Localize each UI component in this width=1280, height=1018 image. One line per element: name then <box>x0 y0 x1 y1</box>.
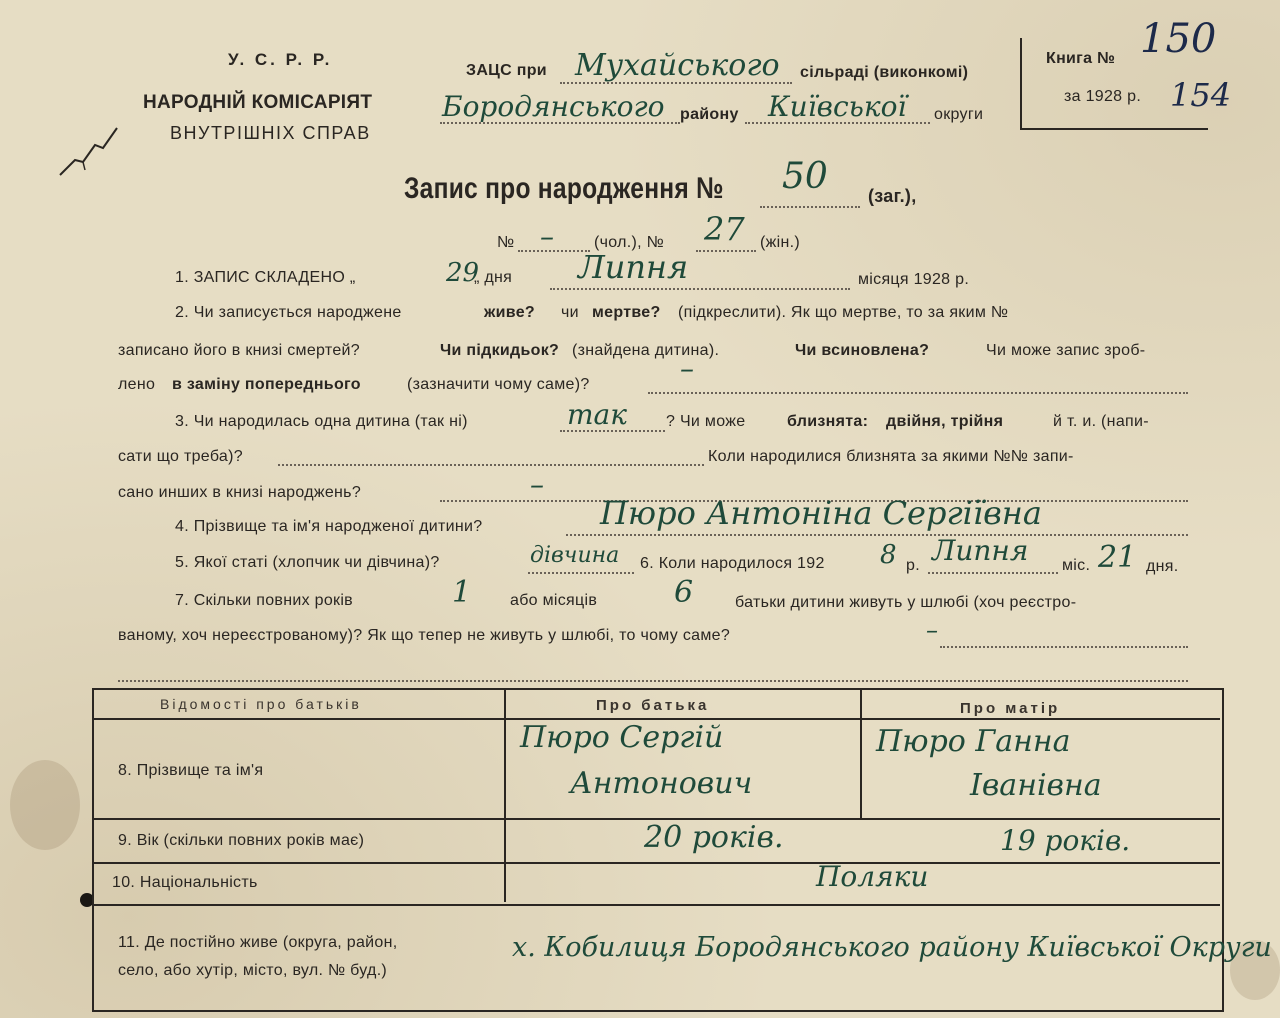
q7-months-hw: 6 <box>674 575 694 610</box>
table-row-line <box>92 862 1220 864</box>
q4-line <box>566 534 1188 536</box>
header-ministry: ВНУТРІШНІХ СПРАВ <box>170 123 371 143</box>
q2-h: (знайдена дитина). <box>572 342 720 359</box>
mother-name-2: Іванівна <box>970 768 1102 803</box>
q5-hw: дівчина <box>530 543 620 568</box>
sub-female-hw: 27 <box>704 210 745 248</box>
col-mother-header: Про матір <box>960 700 1061 717</box>
q2-i: Чи всиновлена? <box>795 342 930 359</box>
q7-b: або місяців <box>510 592 598 609</box>
zags-suffix: сільраді (виконкомі) <box>800 64 969 81</box>
okrug-label: округи <box>934 106 984 123</box>
father-name-2: Антонович <box>570 766 753 801</box>
paper-stain <box>10 760 80 850</box>
q6-month-line <box>928 572 1058 574</box>
q3-hw: так <box>567 398 627 431</box>
title-suffix: (заг.), <box>868 186 917 206</box>
father-name-1: Пюро Сергій <box>520 720 724 755</box>
q6-b: р. <box>906 557 920 574</box>
q2-f: записано його в книзі смертей? <box>118 342 360 359</box>
q7-dash-hw: – <box>926 616 938 644</box>
q2-b: живе? <box>484 304 535 321</box>
row-age-label: 9. Вік (скільки повних років має) <box>118 832 365 849</box>
q2-g: Чи підкидьок? <box>440 342 560 359</box>
record-title: Запис про народження № <box>404 172 724 205</box>
q2-e: (підкреслити). Як що мертве, то за яким № <box>678 304 1009 321</box>
q2-d: мертве? <box>592 304 661 321</box>
q3-f: сати що треба)? <box>118 448 243 465</box>
q7-c: батьки дитини живуть у шлюбі (хоч реєстро- <box>735 594 1077 611</box>
q1-c: місяця 1928 р. <box>858 271 970 288</box>
okrug-hw: Київської <box>768 90 907 123</box>
q7-line <box>940 646 1188 648</box>
sub-female-label: (жін.) <box>760 234 800 251</box>
row-address-label-2: село, або хутір, місто, вул. № буд.) <box>118 962 388 979</box>
raion-label: району <box>680 106 739 123</box>
sub-male-label: (чол.), № <box>594 234 665 251</box>
table-row-line <box>92 904 1220 906</box>
q1-day-hw: 29 <box>446 258 480 288</box>
q7-line-2 <box>118 680 1188 682</box>
q2-dash-hw: – <box>680 352 694 385</box>
q2-l: в заміну попереднього <box>172 376 361 393</box>
q2-c: чи <box>561 304 579 321</box>
nationality-hw: Поляки <box>816 860 929 893</box>
q2-m: (зазначити чому саме)? <box>407 376 590 393</box>
header-state: У. С. Р. Р. <box>228 50 333 69</box>
header-commissariat: НАРОДНІЙ КОМІСАРІЯТ <box>143 92 373 113</box>
q6-day-hw: 21 <box>1098 540 1137 575</box>
address-hw: х. Кобилиця Бородянського району Київської Округи <box>512 932 1272 963</box>
row-address-label-1: 11. Де постійно живе (округа, район, <box>118 934 398 951</box>
q7-a: 7. Скільки повних років <box>175 592 353 609</box>
q4-a: 4. Прізвище та ім'я народженої дитини? <box>175 518 483 535</box>
q3-g: Коли народилися близнята за якими №№ запи- <box>708 448 1074 465</box>
zags-hw: Мухайського <box>575 48 780 83</box>
q1-a: 1. ЗАПИС СКЛАДЕНО „ <box>175 269 356 286</box>
q3-a: 3. Чи народилась одна дитина (так ні) <box>175 413 468 430</box>
col-father-header: Про батька <box>596 697 710 714</box>
book-label: Книга № <box>1046 50 1116 67</box>
q7-d: ваному, хоч нереєстрованому)? Як що тепер не живуть у шлюбі, то чому саме? <box>118 627 731 644</box>
sub-prefix: № <box>497 234 515 251</box>
q4-hw: Пюро Антоніна Сергіївна <box>600 494 1042 532</box>
q5-line <box>528 572 634 574</box>
paper-tear-mark <box>55 120 125 180</box>
table-col-line <box>860 688 862 818</box>
q3-dash-hw: – <box>530 468 544 501</box>
q2-line <box>648 392 1188 394</box>
title-number-hw: 50 <box>782 156 828 197</box>
sub-male-hw: – <box>540 220 554 253</box>
q6-c: міс. <box>1062 557 1091 574</box>
year-hw: 154 <box>1170 76 1232 114</box>
sub-female-line <box>696 250 756 252</box>
row-name-label: 8. Прізвище та ім'я <box>118 762 264 779</box>
raion-hw: Бородянського <box>442 90 665 123</box>
q6-year-hw: 8 <box>880 540 897 570</box>
zags-prefix: ЗАЦС при <box>466 62 547 79</box>
q3-f-line <box>278 464 704 466</box>
mother-name-1: Пюро Ганна <box>876 724 1071 759</box>
q1-month-line <box>550 288 850 290</box>
q3-b: ? Чи може <box>666 413 746 430</box>
father-age: 20 років. <box>644 820 784 855</box>
q2-j: Чи може запис зроб- <box>986 342 1146 359</box>
title-number-line <box>760 206 860 208</box>
q3-h: сано инших в книзі народжень? <box>118 484 362 501</box>
q2-a: 2. Чи записується народжене <box>175 304 402 321</box>
q7-years-hw: 1 <box>452 575 472 610</box>
q1-month-hw: Липня <box>578 248 689 286</box>
q3-e: й т. и. (напи- <box>1053 413 1149 430</box>
q3-c: близнята: <box>787 413 869 430</box>
col-info-header: Відомості про батьків <box>160 696 362 712</box>
row-nationality-label: 10. Національність <box>112 874 258 891</box>
q2-k: лено <box>118 376 156 393</box>
q3-d: двійня, трійня <box>886 413 1004 430</box>
q6-month-hw: Липня <box>932 534 1029 567</box>
mother-age: 19 років. <box>1000 824 1131 857</box>
q5-a: 5. Якої статі (хлопчик чи дівчина)? <box>175 554 440 571</box>
book-hw: 150 <box>1140 16 1217 62</box>
q6-d: дня. <box>1146 558 1179 575</box>
q6-a: 6. Коли народилося 192 <box>640 555 825 572</box>
year-label: за 1928 р. <box>1064 88 1142 105</box>
q1-b: „ дня <box>474 269 513 286</box>
table-col-line <box>504 688 506 902</box>
